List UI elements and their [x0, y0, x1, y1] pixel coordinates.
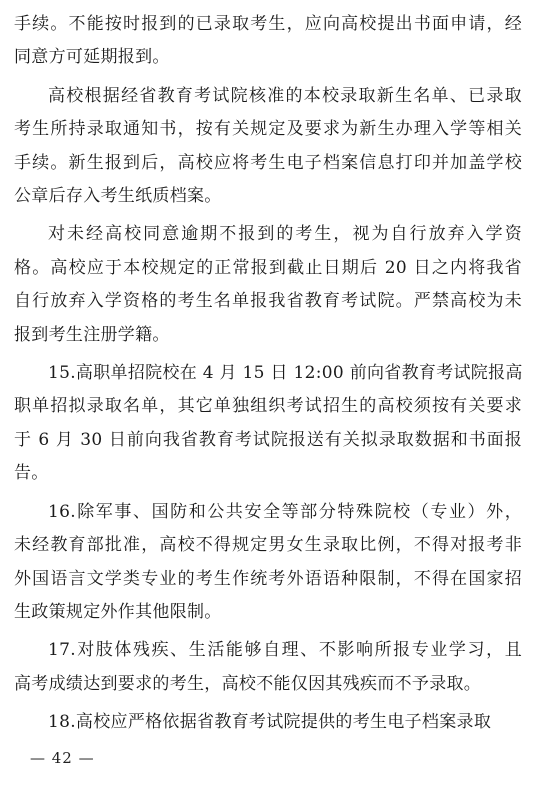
text-line: 于 6 月 30 日前向我省教育考试院报送有关拟录取数据和书面报 — [14, 429, 522, 450]
paragraph-overdue-registration — [14, 218, 522, 352]
text-line: 外国语言文学类专业的考生作统考外语语种限制，不得在国家招 — [14, 568, 522, 589]
text-line: 自行放弃入学资格的考生名单报我省教育考试院。严禁高校为未 — [14, 291, 522, 312]
text-line: 报到考生注册学籍。 — [14, 324, 170, 345]
text-line: 15.高职单招院校在 4 月 15 日 12:00 前向省教育考试院报高 — [48, 363, 523, 384]
text-line: 对未经高校同意逾期不报到的考生，视为自行放弃入学资 — [48, 224, 522, 245]
text-line: 高考成绩达到要求的考生，高校不能仅因其残疾而不予录取。 — [14, 673, 482, 694]
text-line: 17.对肢体残疾、生活能够自理、不影响所报专业学习，且 — [48, 640, 522, 661]
text-line: 告。 — [14, 463, 49, 484]
text-line: 格。高校应于本校规定的正常报到截止日期后 20 日之内将我省 — [14, 257, 522, 278]
text-line: 18.高校应严格依据省教育考试院提供的考生电子档案录取 — [48, 712, 492, 733]
paragraph-continuation — [14, 8, 522, 75]
paragraph-enrollment-procedures — [14, 80, 522, 214]
text-line: 生政策规定外作其他限制。 — [14, 601, 222, 622]
paragraph-item-16 — [14, 496, 522, 630]
body-text — [14, 8, 522, 745]
text-line: 16.除军事、国防和公共安全等部分特殊院校（专业）外， — [48, 501, 522, 522]
paragraph-item-18 — [14, 706, 522, 739]
text-line: 同意方可延期报到。 — [14, 47, 170, 68]
text-line: 高校根据经省教育考试院核准的本校录取新生名单、已录取 — [48, 85, 522, 106]
text-line: 考生所持录取通知书，按有关规定及要求为新生办理入学等相关 — [14, 119, 522, 140]
text-line: 手续。新生报到后，高校应将考生电子档案信息打印并加盖学校 — [14, 152, 522, 173]
text-line: 未经教育部批准，高校不得规定男女生录取比例，不得对报考非 — [14, 535, 522, 556]
text-line: 职单招拟录取名单，其它单独组织考试招生的高校须按有关要求 — [14, 396, 522, 417]
page-number: — 42 — — [30, 749, 95, 767]
paragraph-item-15 — [14, 357, 522, 491]
paragraph-item-17 — [14, 634, 522, 701]
text-line: 公章后存入考生纸质档案。 — [14, 186, 222, 207]
text-line: 手续。不能按时报到的已录取考生，应向高校提出书面申请，经 — [14, 14, 522, 34]
